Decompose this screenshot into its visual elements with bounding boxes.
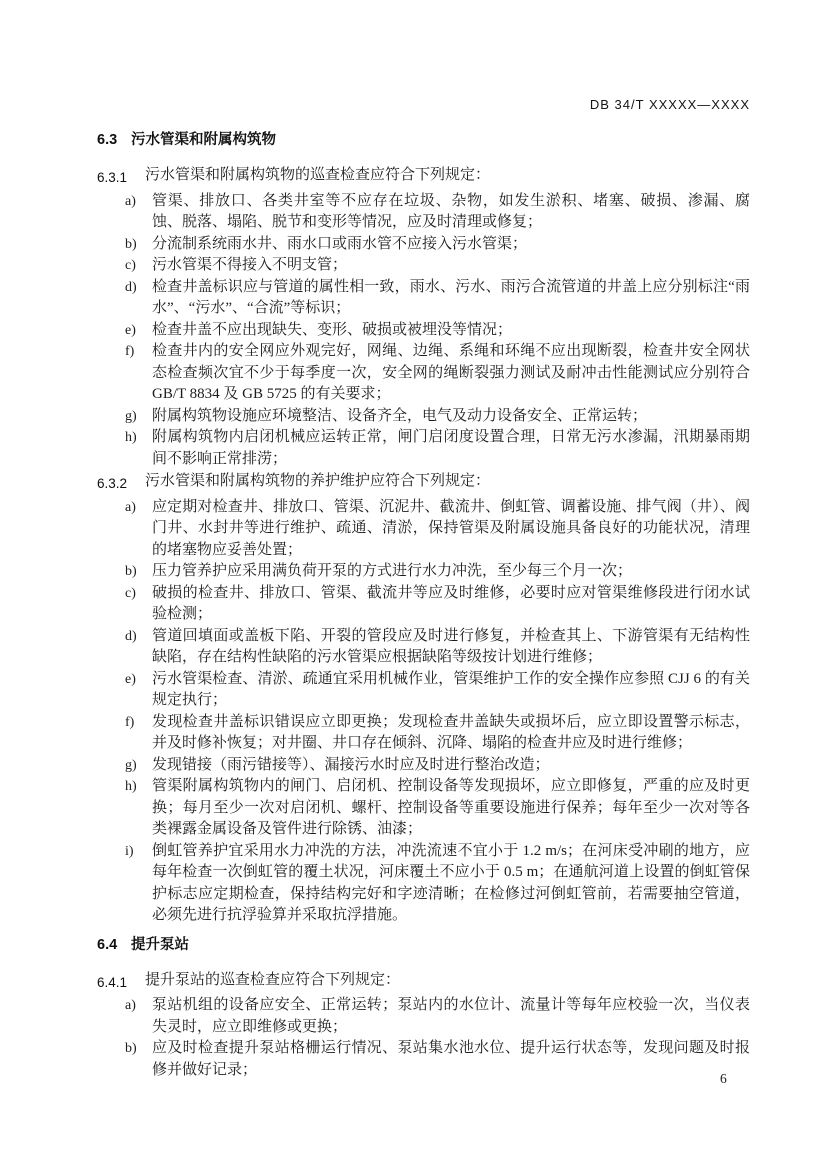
list-item xyxy=(97,776,750,841)
item-label: f) xyxy=(125,344,135,359)
item-text: 管渠、排放口、各类井室等不应存在垃圾、杂物，如发生淤积、堵塞、破损、渗漏、腐蚀、脱落、塌陷、脱节和变形等情况，应及时清理或修复； xyxy=(152,192,750,230)
item-text: 发现检查井盖标识错误应立即更换；发现检查井盖缺失或损坏后，应立即设置警示标志，并及时修补恢复；对井圈、井口存在倾斜、沉降、塌陷的检查井应及时进行维修； xyxy=(152,713,750,751)
clause-text: 污水管渠和附属构筑物的养护维护应符合下列规定： xyxy=(145,473,491,489)
item-label: g) xyxy=(125,757,137,773)
clause-number: 6.3.2 xyxy=(97,476,128,491)
item-text: 检查井内的安全网应外观完好，网绳、边绳、系绳和环绳不应出现断裂，检查井安全网状态检查频次宜不少于每季度一次，安全网的绳断裂强力测试及耐冲击性能测试应分别符合 GB/T 8834 及 GB 5725 的有关要求； xyxy=(152,343,750,402)
clause-number: 6.3.1 xyxy=(97,170,128,185)
item-label: e) xyxy=(125,671,136,687)
section-heading xyxy=(97,130,750,150)
clause-text: 污水管渠和附属构筑物的巡查检查应符合下列规定： xyxy=(145,167,491,183)
list-item xyxy=(97,341,750,406)
list-item xyxy=(97,712,750,755)
section-title: 污水管渠和附属构筑物 xyxy=(131,132,276,148)
list-item xyxy=(97,995,750,1038)
item-label: i) xyxy=(125,843,134,859)
list-item xyxy=(97,669,750,712)
item-label: g) xyxy=(125,408,137,424)
document-content xyxy=(97,130,750,1082)
list-item xyxy=(97,583,750,626)
section-number: 6.3 xyxy=(97,132,118,148)
list-item xyxy=(97,1038,750,1081)
item-label: d) xyxy=(125,628,137,644)
doc-header-code: DB 34/T XXXXX—XXXX xyxy=(589,97,750,112)
list-item xyxy=(97,191,750,234)
clause xyxy=(97,471,750,927)
item-label: c) xyxy=(125,258,136,273)
item-label: h) xyxy=(125,779,137,794)
item-text: 破损的检查井、排放口、管渠、截流井等应及时维修，必要时应对管渠维修段进行闭水试验检测； xyxy=(152,584,750,622)
item-text: 污水管渠检查、清淤、疏通宜采用机械作业，管渠维护工作的安全操作应参照 CJJ 6 的有关规定执行； xyxy=(152,670,750,708)
item-text: 附属构筑物内启闭机械应运转正常，闸门启闭度设置合理，日常无污水渗漏，汛期暴雨期间不影响正常排涝； xyxy=(152,429,750,467)
item-label: b) xyxy=(125,236,137,252)
item-label: c) xyxy=(125,585,136,601)
list-item xyxy=(97,841,750,927)
clause-text: 提升泵站的巡查检查应符合下列规定： xyxy=(145,971,401,988)
clause xyxy=(97,165,750,470)
item-label: a) xyxy=(125,499,136,515)
page-number: 6 xyxy=(720,1071,727,1086)
list-item xyxy=(97,561,750,583)
item-text: 应定期对检查井、排放口、管渠、沉泥井、截流井、倒虹管、调蓄设施、排气阀（井）、阀门井、水封井等进行维护、疏通、清淤，保持管渠及附属设施具备良好的功能状况，清理的堵塞物应妥善处置； xyxy=(152,498,750,558)
item-text: 压力管养护应采用满负荷开泵的方式进行水力冲洗，至少每三个月一次； xyxy=(152,563,633,579)
clause-heading xyxy=(97,165,750,189)
item-label: d) xyxy=(125,279,137,295)
list-item xyxy=(97,427,750,470)
item-text: 检查井盖标识应与管道的属性相一致，雨水、污水、雨污合流管道的井盖上应分别标注“雨水”、“污水”、“合流”等标识； xyxy=(152,278,750,316)
list-item xyxy=(97,255,750,277)
item-text: 管道回填面或盖板下陷、开裂的管段应及时进行修复，并检查其上、下游管渠有无结构性缺陷，存在结构性缺陷的污水管渠应根据缺陷等级按计划进行维修； xyxy=(152,627,750,665)
list-item xyxy=(97,234,750,256)
item-text: 应及时检查提升泵站格栅运行情况、泵站集水池水位、提升运行状态等，发现问题及时报修并做好记录； xyxy=(152,1040,750,1078)
item-text: 管渠附属构筑物内的闸门、启闭机、控制设备等发现损坏，应立即修复，严重的应及时更换；每月至少一次对启闭机、螺杆、控制设备等重要设施进行保养；每年至少一次对等各类裸露金属设备及管件进行除锈、油漆； xyxy=(152,778,750,837)
item-label: h) xyxy=(125,430,137,445)
clause-heading xyxy=(97,970,750,994)
item-text: 分流制系统雨水井、雨水口或雨水管不应接入污水管渠； xyxy=(152,235,528,252)
clause xyxy=(97,970,750,1082)
item-label: e) xyxy=(125,322,136,338)
item-label: a) xyxy=(125,193,136,209)
item-text: 附属构筑物设施应环境整洁、设备齐全，电气及动力设备安全、正常运转； xyxy=(152,407,648,424)
list-item xyxy=(97,755,750,777)
list-item xyxy=(97,277,750,320)
item-label: f) xyxy=(125,714,135,730)
item-label: a) xyxy=(125,998,136,1013)
list-item xyxy=(97,497,750,562)
item-label: b) xyxy=(125,564,137,579)
item-text: 检查井盖不应出现缺失、变形、破损或被埋没等情况； xyxy=(152,321,513,338)
section-number: 6.4 xyxy=(97,936,118,953)
clause-number: 6.4.1 xyxy=(97,974,128,990)
list-item xyxy=(97,626,750,669)
item-text: 倒虹管养护宜采用水力冲洗的方法，冲洗流速不宜小于 1.2 m/s；在河床受冲刷的地方，应每年检查一次倒虹管的覆土状况，河床覆土不应小于 0.5 m；在通航河道上设置的倒虹管保护标志应定期检查，保持结构完好和字迹清晰；在检修过河倒虹管前，若需要抽空管道，必须先进行抗浮验算并采取抗浮措施。 xyxy=(152,842,750,923)
item-text: 污水管渠不得接入不明支管； xyxy=(152,257,348,273)
clause-heading xyxy=(97,471,750,495)
section-title: 提升泵站 xyxy=(131,936,189,953)
item-label: b) xyxy=(125,1041,137,1056)
list-item xyxy=(97,320,750,342)
item-text: 泵站机组的设备应安全、正常运转；泵站内的水位计、流量计等每年应校验一次，当仪表失灵时，应立即维修或更换； xyxy=(152,997,750,1035)
list-item xyxy=(97,406,750,428)
section-heading xyxy=(97,935,750,955)
item-text: 发现错接（雨污错接等）、漏接污水时应及时进行整治改造； xyxy=(152,756,550,773)
